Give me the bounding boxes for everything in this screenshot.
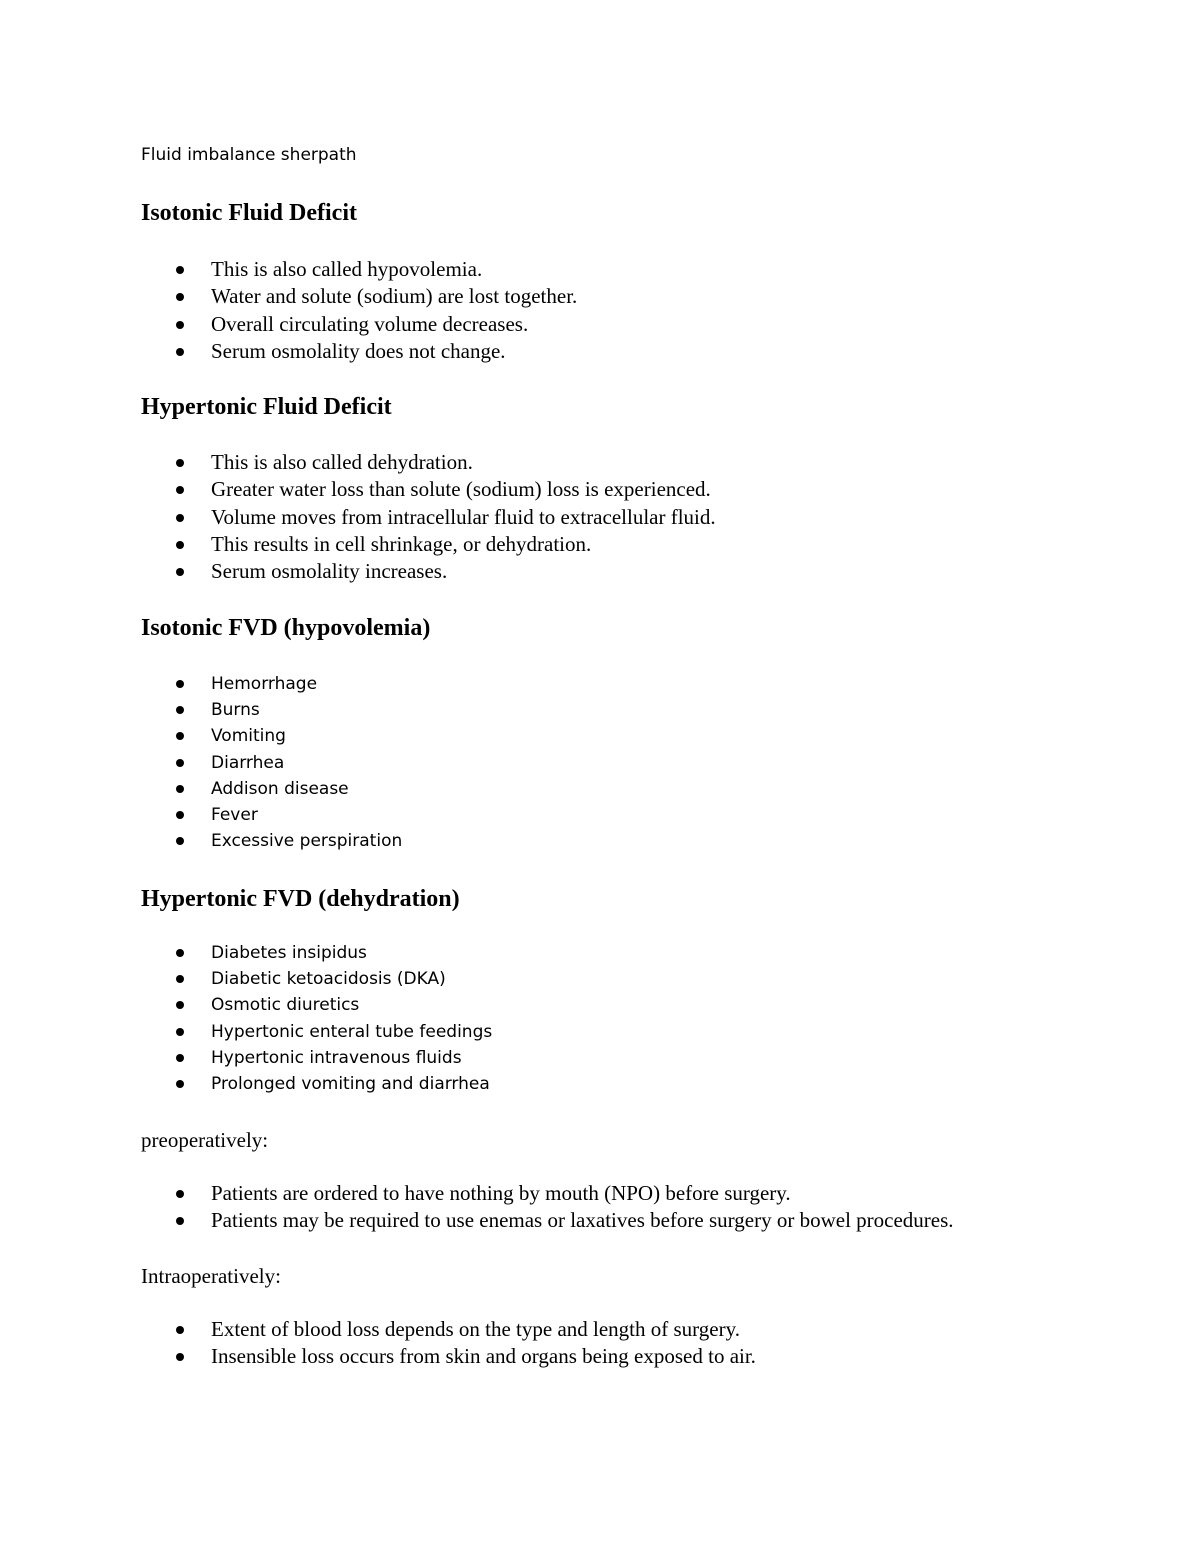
list-item-text: Overall circulating volume decreases.: [211, 311, 529, 336]
bullet-icon: [176, 811, 184, 819]
bullet-icon: [176, 293, 184, 301]
section-label-preoperatively: preoperatively:: [141, 1128, 269, 1152]
list-item-text: Fever: [211, 804, 258, 825]
list-item-text: Burns: [211, 700, 260, 721]
list-item-text: Patients may be required to use enemas or laxatives before surgery or bowel procedures.: [211, 1208, 954, 1233]
list-item: [141, 966, 492, 992]
bullet-icon: [176, 975, 184, 983]
list-item: [141, 828, 402, 854]
list-item: [141, 256, 577, 283]
bullet-icon: [176, 568, 184, 576]
list-item: [141, 940, 492, 966]
bullet-icon: [176, 486, 184, 494]
list-item-text: Hypertonic intravenous fluids: [211, 1047, 462, 1068]
list-item-text: Serum osmolality increases.: [211, 559, 448, 584]
list-item-text: Diabetes insipidus: [211, 943, 367, 963]
list-item-text: Osmotic diuretics: [211, 995, 360, 1016]
list-item: [141, 1071, 492, 1097]
list-item-text: This is also called hypovolemia.: [211, 257, 483, 281]
list-item-text: This results in cell shrinkage, or dehydration.: [211, 531, 592, 556]
list-item: [141, 723, 402, 749]
bullet-icon: [176, 348, 184, 356]
list-item: [141, 802, 402, 828]
list-item-text: Hypertonic enteral tube feedings: [211, 1021, 493, 1042]
list-item-text: Diarrhea: [211, 752, 285, 773]
list-item-text: This is also called dehydration.: [211, 450, 473, 474]
list-item-text: Vomiting: [211, 726, 286, 747]
list-item: [141, 531, 716, 558]
bullet-icon: [176, 1190, 184, 1198]
list-item: [141, 671, 402, 697]
bullet-icon: [176, 1353, 184, 1361]
isotonic-fluid-deficit-list: [141, 256, 577, 365]
bullet-icon: [176, 514, 184, 522]
bullet-icon: [176, 1217, 184, 1225]
list-item: [141, 750, 402, 776]
list-item: [141, 776, 402, 802]
list-item: [141, 1316, 756, 1343]
bullet-icon: [176, 785, 184, 793]
bullet-icon: [176, 1054, 184, 1062]
list-item: [141, 697, 402, 723]
bullet-icon: [176, 321, 184, 329]
list-item: [141, 1343, 756, 1370]
hypertonic-fvd-list: [141, 940, 492, 1097]
list-item: [141, 1207, 954, 1234]
bullet-icon: [176, 1001, 184, 1009]
list-item: [141, 311, 577, 338]
bullet-icon: [176, 1028, 184, 1036]
list-item: [141, 476, 716, 503]
list-item-text: Patients are ordered to have nothing by mouth (NPO) before surgery.: [211, 1181, 791, 1205]
section-heading-hypertonic-fluid-deficit: Hypertonic Fluid Deficit: [141, 394, 392, 420]
list-item-text: Diabetic ketoacidosis (DKA): [211, 969, 446, 990]
list-item: [141, 338, 577, 365]
intraoperatively-list: [141, 1316, 756, 1371]
bullet-icon: [176, 949, 184, 957]
list-item: [141, 449, 716, 476]
isotonic-fvd-list: [141, 671, 402, 854]
list-item-text: Water and solute (sodium) are lost together.: [211, 284, 578, 309]
section-label-intraoperatively: Intraoperatively:: [141, 1264, 281, 1288]
list-item-text: Serum osmolality does not change.: [211, 338, 506, 363]
list-item-text: Hemorrhage: [211, 674, 318, 694]
bullet-icon: [176, 706, 184, 714]
list-item-text: Insensible loss occurs from skin and organs being exposed to air.: [211, 1344, 756, 1369]
bullet-icon: [176, 680, 184, 688]
section-heading-isotonic-fvd: Isotonic FVD (hypovolemia): [141, 615, 431, 641]
list-item: [141, 1180, 954, 1207]
section-heading-hypertonic-fvd: Hypertonic FVD (dehydration): [141, 886, 460, 912]
list-item: [141, 992, 492, 1018]
list-item: [141, 1045, 492, 1071]
bullet-icon: [176, 837, 184, 845]
list-item: [141, 1019, 492, 1045]
bullet-icon: [176, 759, 184, 767]
document-title: Fluid imbalance sherpath: [141, 145, 357, 165]
list-item-text: Prolonged vomiting and diarrhea: [211, 1073, 490, 1094]
bullet-icon: [176, 1326, 184, 1334]
bullet-icon: [176, 732, 184, 740]
list-item-text: Greater water loss than solute (sodium) loss is experienced.: [211, 477, 711, 502]
list-item-text: Addison disease: [211, 778, 349, 799]
hypertonic-fluid-deficit-list: [141, 449, 716, 585]
bullet-icon: [176, 266, 184, 274]
list-item-text: Volume moves from intracellular fluid to extracellular fluid.: [211, 504, 716, 529]
preoperatively-list: [141, 1180, 954, 1235]
bullet-icon: [176, 1080, 184, 1088]
bullet-icon: [176, 459, 184, 467]
list-item: [141, 504, 716, 531]
list-item: [141, 283, 577, 310]
list-item-text: Excessive perspiration: [211, 831, 403, 852]
section-heading-isotonic-fluid-deficit: Isotonic Fluid Deficit: [141, 200, 357, 226]
list-item: [141, 558, 716, 585]
bullet-icon: [176, 541, 184, 549]
list-item-text: Extent of blood loss depends on the type and length of surgery.: [211, 1317, 740, 1341]
